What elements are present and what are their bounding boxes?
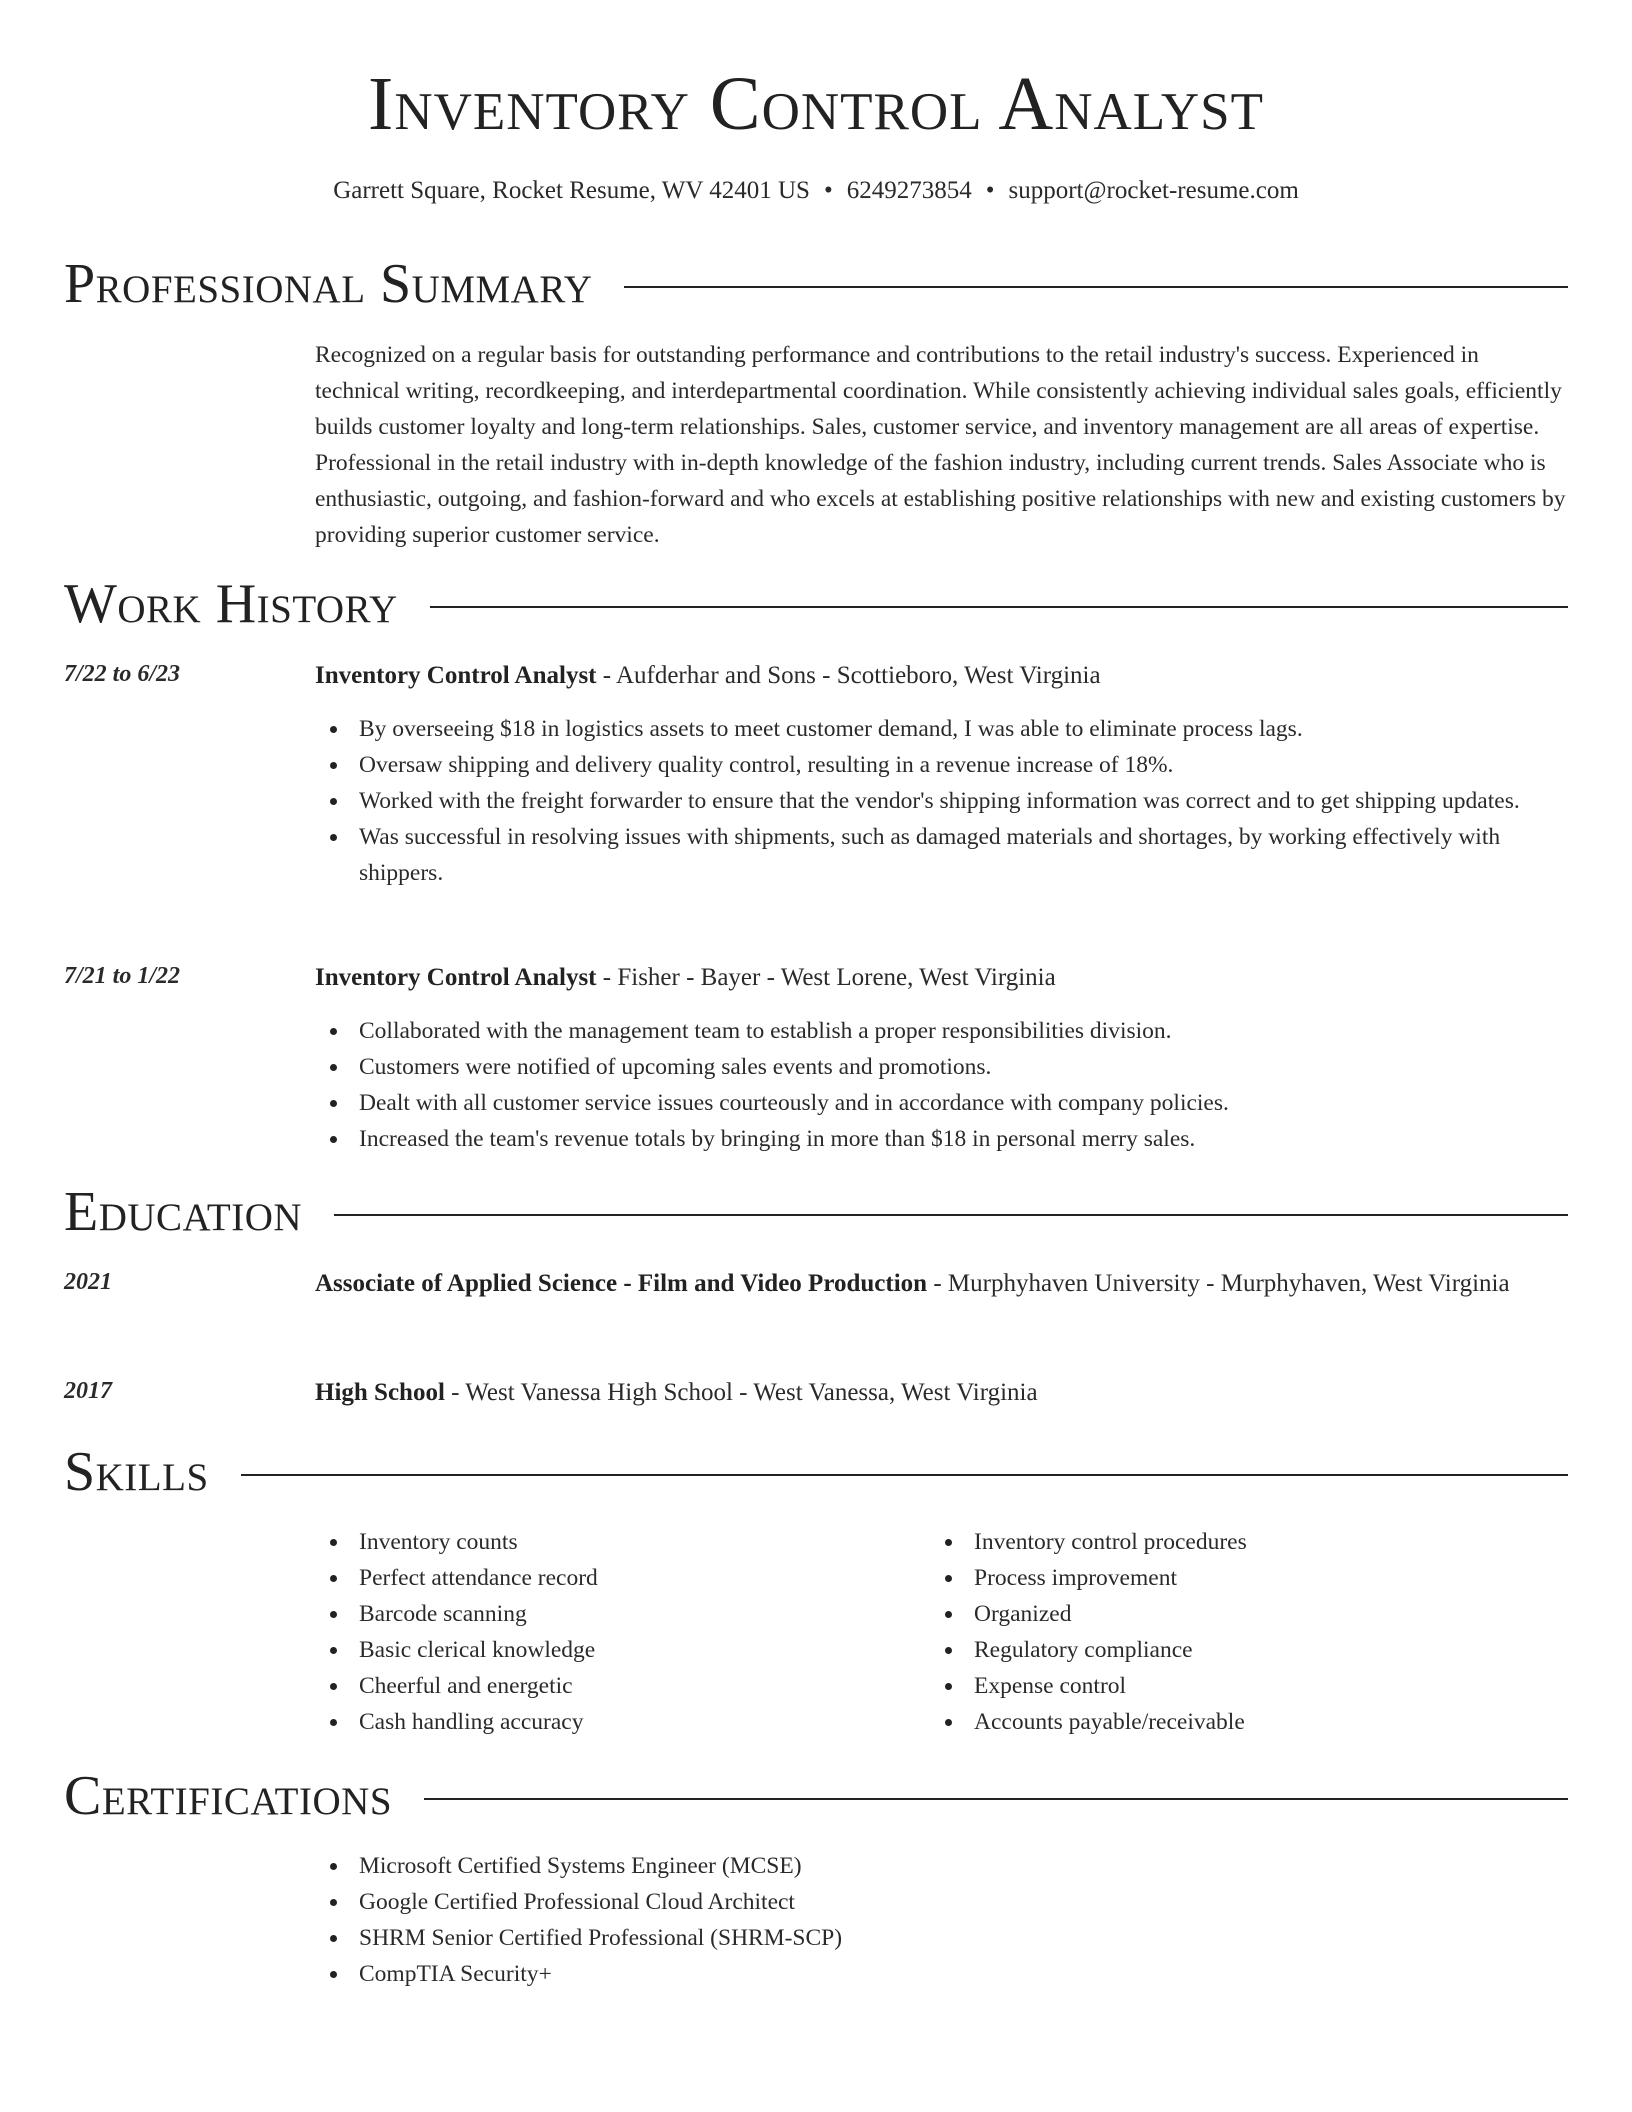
- job-bullet: Increased the team's revenue totals by bringing in more than $18 in personal merry sales.: [315, 1121, 1569, 1157]
- contact-separator: •: [985, 177, 995, 204]
- contact-address: Garrett Square, Rocket Resume, WV 42401 US: [333, 177, 810, 204]
- job-bullet: By overseeing $18 in logistics assets to meet customer demand, I was able to eliminate process lags.: [315, 711, 1569, 747]
- section-header-summary: [64, 252, 1568, 316]
- section-title-skills: Skills: [64, 1441, 209, 1503]
- education-degree: Associate of Applied Science - Film and Video Production: [315, 1270, 928, 1297]
- job-bullet: Collaborated with the management team to establish a proper responsibilities division.: [315, 1013, 1569, 1049]
- section-title-certifications: Certifications: [64, 1765, 393, 1827]
- skill-item: Process improvement: [930, 1560, 1569, 1596]
- education-degree: High School: [315, 1379, 445, 1406]
- skill-item: Expense control: [930, 1668, 1569, 1704]
- job-bullet: Oversaw shipping and delivery quality control, resulting in a revenue increase of 18%.: [315, 747, 1569, 783]
- skill-item: Barcode scanning: [315, 1596, 915, 1632]
- contact-email[interactable]: support@rocket-resume.com: [1008, 177, 1299, 204]
- contact-phone: 6249273854: [846, 177, 972, 204]
- contact-separator: •: [823, 177, 833, 204]
- job-dates: 7/22 to 6/23: [64, 661, 181, 687]
- contact-line: [0, 174, 1632, 208]
- section-divider: [424, 1798, 1568, 1800]
- resume-title: Inventory Control Analyst: [368, 62, 1264, 146]
- job-heading: [315, 958, 1568, 998]
- section-title-summary: Professional Summary: [64, 253, 593, 315]
- section-header-education: [64, 1180, 1568, 1244]
- education-year: 2021: [64, 1269, 112, 1295]
- skill-item: Accounts payable/receivable: [930, 1704, 1569, 1740]
- section-header-skills: [64, 1440, 1568, 1504]
- skill-item: Inventory control procedures: [930, 1524, 1569, 1560]
- job-company: - Fisher - Bayer - West Lorene, West Virginia: [596, 964, 1056, 991]
- job-bullets: [315, 1013, 1569, 1157]
- section-divider: [430, 606, 1568, 608]
- certification-item: Microsoft Certified Systems Engineer (MCSE): [315, 1848, 1569, 1884]
- skill-item: Perfect attendance record: [315, 1560, 915, 1596]
- skill-item: Basic clerical knowledge: [315, 1632, 915, 1668]
- certifications-list: [315, 1848, 1569, 1992]
- job-bullet: Was successful in resolving issues with shipments, such as damaged materials and shortages, by working effectively with shippers.: [315, 819, 1569, 891]
- skills-list-left: [315, 1524, 915, 1740]
- section-title-education: Education: [64, 1181, 303, 1243]
- section-divider: [624, 286, 1568, 288]
- certification-item: Google Certified Professional Cloud Architect: [315, 1884, 1569, 1920]
- section-divider: [334, 1214, 1568, 1216]
- education-heading: [315, 1264, 1568, 1304]
- skill-item: Organized: [930, 1596, 1569, 1632]
- job-bullet: Dealt with all customer service issues courteously and in accordance with company policies.: [315, 1085, 1569, 1121]
- job-bullets: [315, 711, 1569, 891]
- job-bullet: Customers were notified of upcoming sales events and promotions.: [315, 1049, 1569, 1085]
- job-heading: [315, 656, 1568, 696]
- job-dates: 7/21 to 1/22: [64, 963, 181, 989]
- education-year: 2017: [64, 1378, 112, 1404]
- skill-item: Regulatory compliance: [930, 1632, 1569, 1668]
- section-title-work-history: Work History: [64, 573, 398, 635]
- skills-list-right: [930, 1524, 1569, 1740]
- section-header-work-history: [64, 572, 1568, 636]
- job-company: - Aufderhar and Sons - Scottieboro, West Virginia: [596, 662, 1101, 689]
- certification-item: CompTIA Security+: [315, 1956, 1569, 1992]
- skill-item: Cash handling accuracy: [315, 1704, 915, 1740]
- job-bullet: Worked with the freight forwarder to ensure that the vendor's shipping information was correct and to get shipping updates.: [315, 783, 1569, 819]
- certification-item: SHRM Senior Certified Professional (SHRM-SCP): [315, 1920, 1569, 1956]
- education-school: - West Vanessa High School - West Vanessa, West Virginia: [444, 1379, 1038, 1406]
- skill-item: Cheerful and energetic: [315, 1668, 915, 1704]
- skill-item: Inventory counts: [315, 1524, 915, 1560]
- summary-text: Recognized on a regular basis for outstanding performance and contributions to the retail industry's success. Experienced in technical writing, recordkeeping, and interdepartmental coordination. While consistently achieving individual sales goals, efficiently builds customer loyalty and long-term relationships. Sales, customer service, and inventory management are all areas of expertise. Professional in the retail industry with in-depth knowledge of the fashion industry, including current trends. Sales Associate who is enthusiastic, outgoing, and fashion-forward and who excels at establishing positive relationships with new and existing customers by providing superior customer service.: [315, 342, 1566, 548]
- education-school: - Murphyhaven University - Murphyhaven, West Virginia: [927, 1270, 1510, 1297]
- job-title: Inventory Control Analyst: [315, 964, 597, 991]
- job-title: Inventory Control Analyst: [315, 662, 597, 689]
- section-divider: [241, 1474, 1568, 1476]
- section-header-certifications: [64, 1764, 1568, 1828]
- education-heading: [315, 1373, 1568, 1413]
